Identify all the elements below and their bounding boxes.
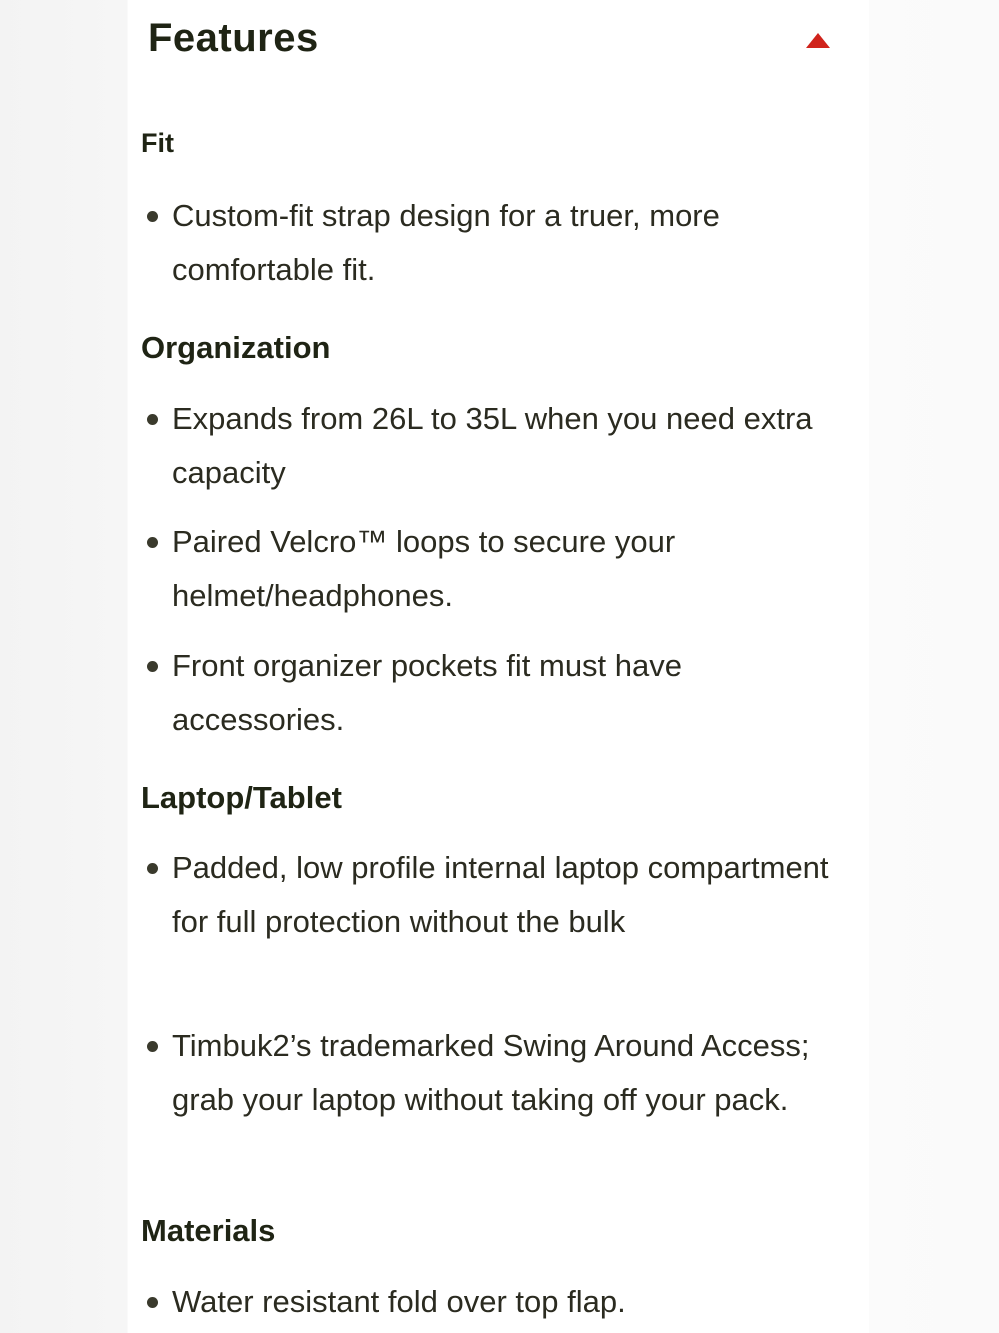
- list-item: Paired Velcro™ loops to secure your helmet/headphones.: [147, 515, 837, 623]
- bullet-dot: [147, 1041, 158, 1052]
- list-item: Custom-fit strap design for a truer, more comfortable fit.: [147, 189, 837, 297]
- features-accordion-header[interactable]: [128, 0, 869, 90]
- list-item: Padded, low profile internal laptop compartment for full protection without the bulk: [147, 841, 837, 949]
- section-heading-laptop-tablet: Laptop/Tablet: [141, 780, 342, 815]
- list-item: Timbuk2’s trademarked Swing Around Access; grab your laptop without taking off your pack.: [147, 1019, 837, 1127]
- list-item: Expands from 26L to 35L when you need extra capacity: [147, 392, 837, 500]
- bullet-dot: [147, 537, 158, 548]
- bullet-dot: [147, 211, 158, 222]
- bullet-dot: [147, 414, 158, 425]
- bullet-dot: [147, 661, 158, 672]
- accordion-title: Features: [148, 16, 319, 60]
- bullet-dot: [147, 1297, 158, 1308]
- list-item: Front organizer pockets fit must have accessories.: [147, 639, 837, 747]
- section-heading-materials: Materials: [141, 1213, 276, 1248]
- features-panel: [128, 0, 869, 1333]
- caret-up-icon[interactable]: [806, 33, 830, 48]
- bullet-dot: [147, 863, 158, 874]
- section-heading-organization: Organization: [141, 330, 331, 365]
- section-heading-fit: Fit: [141, 128, 174, 158]
- list-item: Water resistant fold over top flap.: [147, 1275, 837, 1329]
